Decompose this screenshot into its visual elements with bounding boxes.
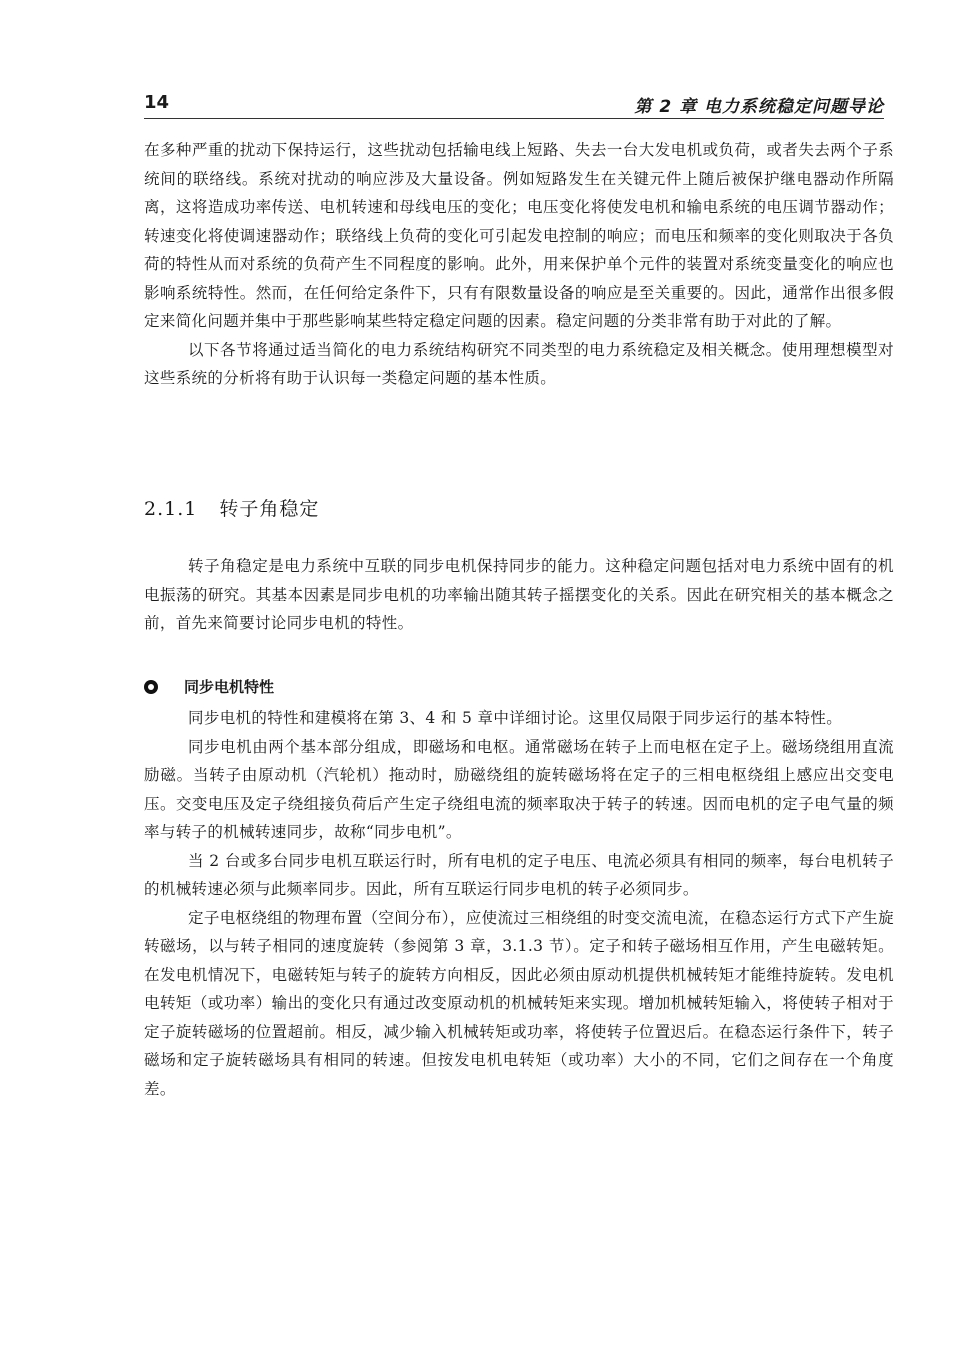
subsection-paragraph-2: 同步电机由两个基本部分组成，即磁场和电枢。通常磁场在转子上而电枢在定子上。磁场绕组用直流励磁。当转子由原动机（汽轮机）拖动时，励磁绕组的旋转磁场将在定子的三相电枢绕组上感应出交变电压。交变电压及定子绕组接负荷后产生定子绕组电流的频率取决于转子的转速。因而电机的定子电气量的频率与转子的机械转速同步，故称“同步电机”。: [144, 737, 894, 841]
page-header: [144, 92, 884, 124]
section-title: 转子角稳定: [219, 498, 320, 520]
subsection-paragraph-1: 同步电机的特性和建模将在第 3、4 和 5 章中详细讨论。这里仅局限于同步运行的基本特性。: [188, 709, 843, 727]
header-rule: [144, 118, 884, 119]
intro-block: [144, 136, 894, 393]
subsection-body: [144, 704, 894, 1103]
subsection-heading: [144, 676, 274, 697]
subsection-paragraph-4: 定子电枢绕组的物理布置（空间分布），应使流过三相绕组的时变交流电流，在稳态运行方式下产生旋转磁场，以与转子相同的速度旋转（参阅第 3 章，3.1.3 节）。定子和转子磁场相互作用，产生电磁转矩。在发电机情况下，电磁转矩与转子的旋转方向相反，因此必须由原动机提供机械转矩才能维持旋转。发电机电转矩（或功率）输出的变化只有通过改变原动机的机械转矩来实现。增加机械转矩输入，将使转子相对于定子旋转磁场的位置超前。相反，减少输入机械转矩或功率，将使转子位置迟后。在稳态运行条件下，转子磁场和定子旋转磁场具有相同的转速。但按发电机电转矩（或功率）大小的不同，它们之间存在一个角度差。: [144, 908, 894, 1098]
section-heading: [144, 494, 319, 521]
section-body: [144, 552, 894, 638]
chapter-title: 第 2 章 电力系统稳定问题导论: [634, 97, 884, 117]
section-number: 2.1.1: [144, 498, 198, 520]
page-number: 14: [144, 92, 170, 113]
bullet-icon: [144, 680, 158, 694]
intro-paragraph-1: 在多种严重的扰动下保持运行，这些扰动包括输电线上短路、失去一台大发电机或负荷，或者失去两个子系统间的联络线。系统对扰动的响应涉及大量设备。例如短路发生在关键元件上随后被保护继电器动作所隔离，这将造成功率传送、电机转速和母线电压的变化；电压变化将使发电机和输电系统的电压调节器动作；转速变化将使调速器动作；联络线上负荷的变化可引起发电控制的响应；而电压和频率的变化则取决于各负荷的特性从而对系统的负荷产生不同程度的影响。此外，用来保护单个元件的装置对系统变量变化的响应也影响系统特性。然而，在任何给定条件下，只有有限数量设备的响应是至关重要的。因此，通常作出很多假定来简化问题并集中于那些影响某些特定稳定问题的因素。稳定问题的分类非常有助于对此的了解。: [144, 141, 894, 330]
intro-paragraph-2: 以下各节将通过适当简化的电力系统结构研究不同类型的电力系统稳定及相关概念。使用理想模型对这些系统的分析将有助于认识每一类稳定问题的基本性质。: [144, 340, 894, 387]
subsection-title: 同步电机特性: [184, 678, 275, 696]
subsection-paragraph-3: 当 2 台或多台同步电机互联运行时，所有电机的定子电压、电流必须具有相同的频率，每台电机转子的机械转速必须与此频率同步。因此，所有互联运行同步电机的转子必须同步。: [144, 851, 894, 898]
section-paragraph-1: 转子角稳定是电力系统中互联的同步电机保持同步的能力。这种稳定问题包括对电力系统中固有的机电振荡的研究。其基本因素是同步电机的功率输出随其转子摇摆变化的关系。因此在研究相关的基本概念之前，首先来简要讨论同步电机的特性。: [144, 557, 894, 632]
